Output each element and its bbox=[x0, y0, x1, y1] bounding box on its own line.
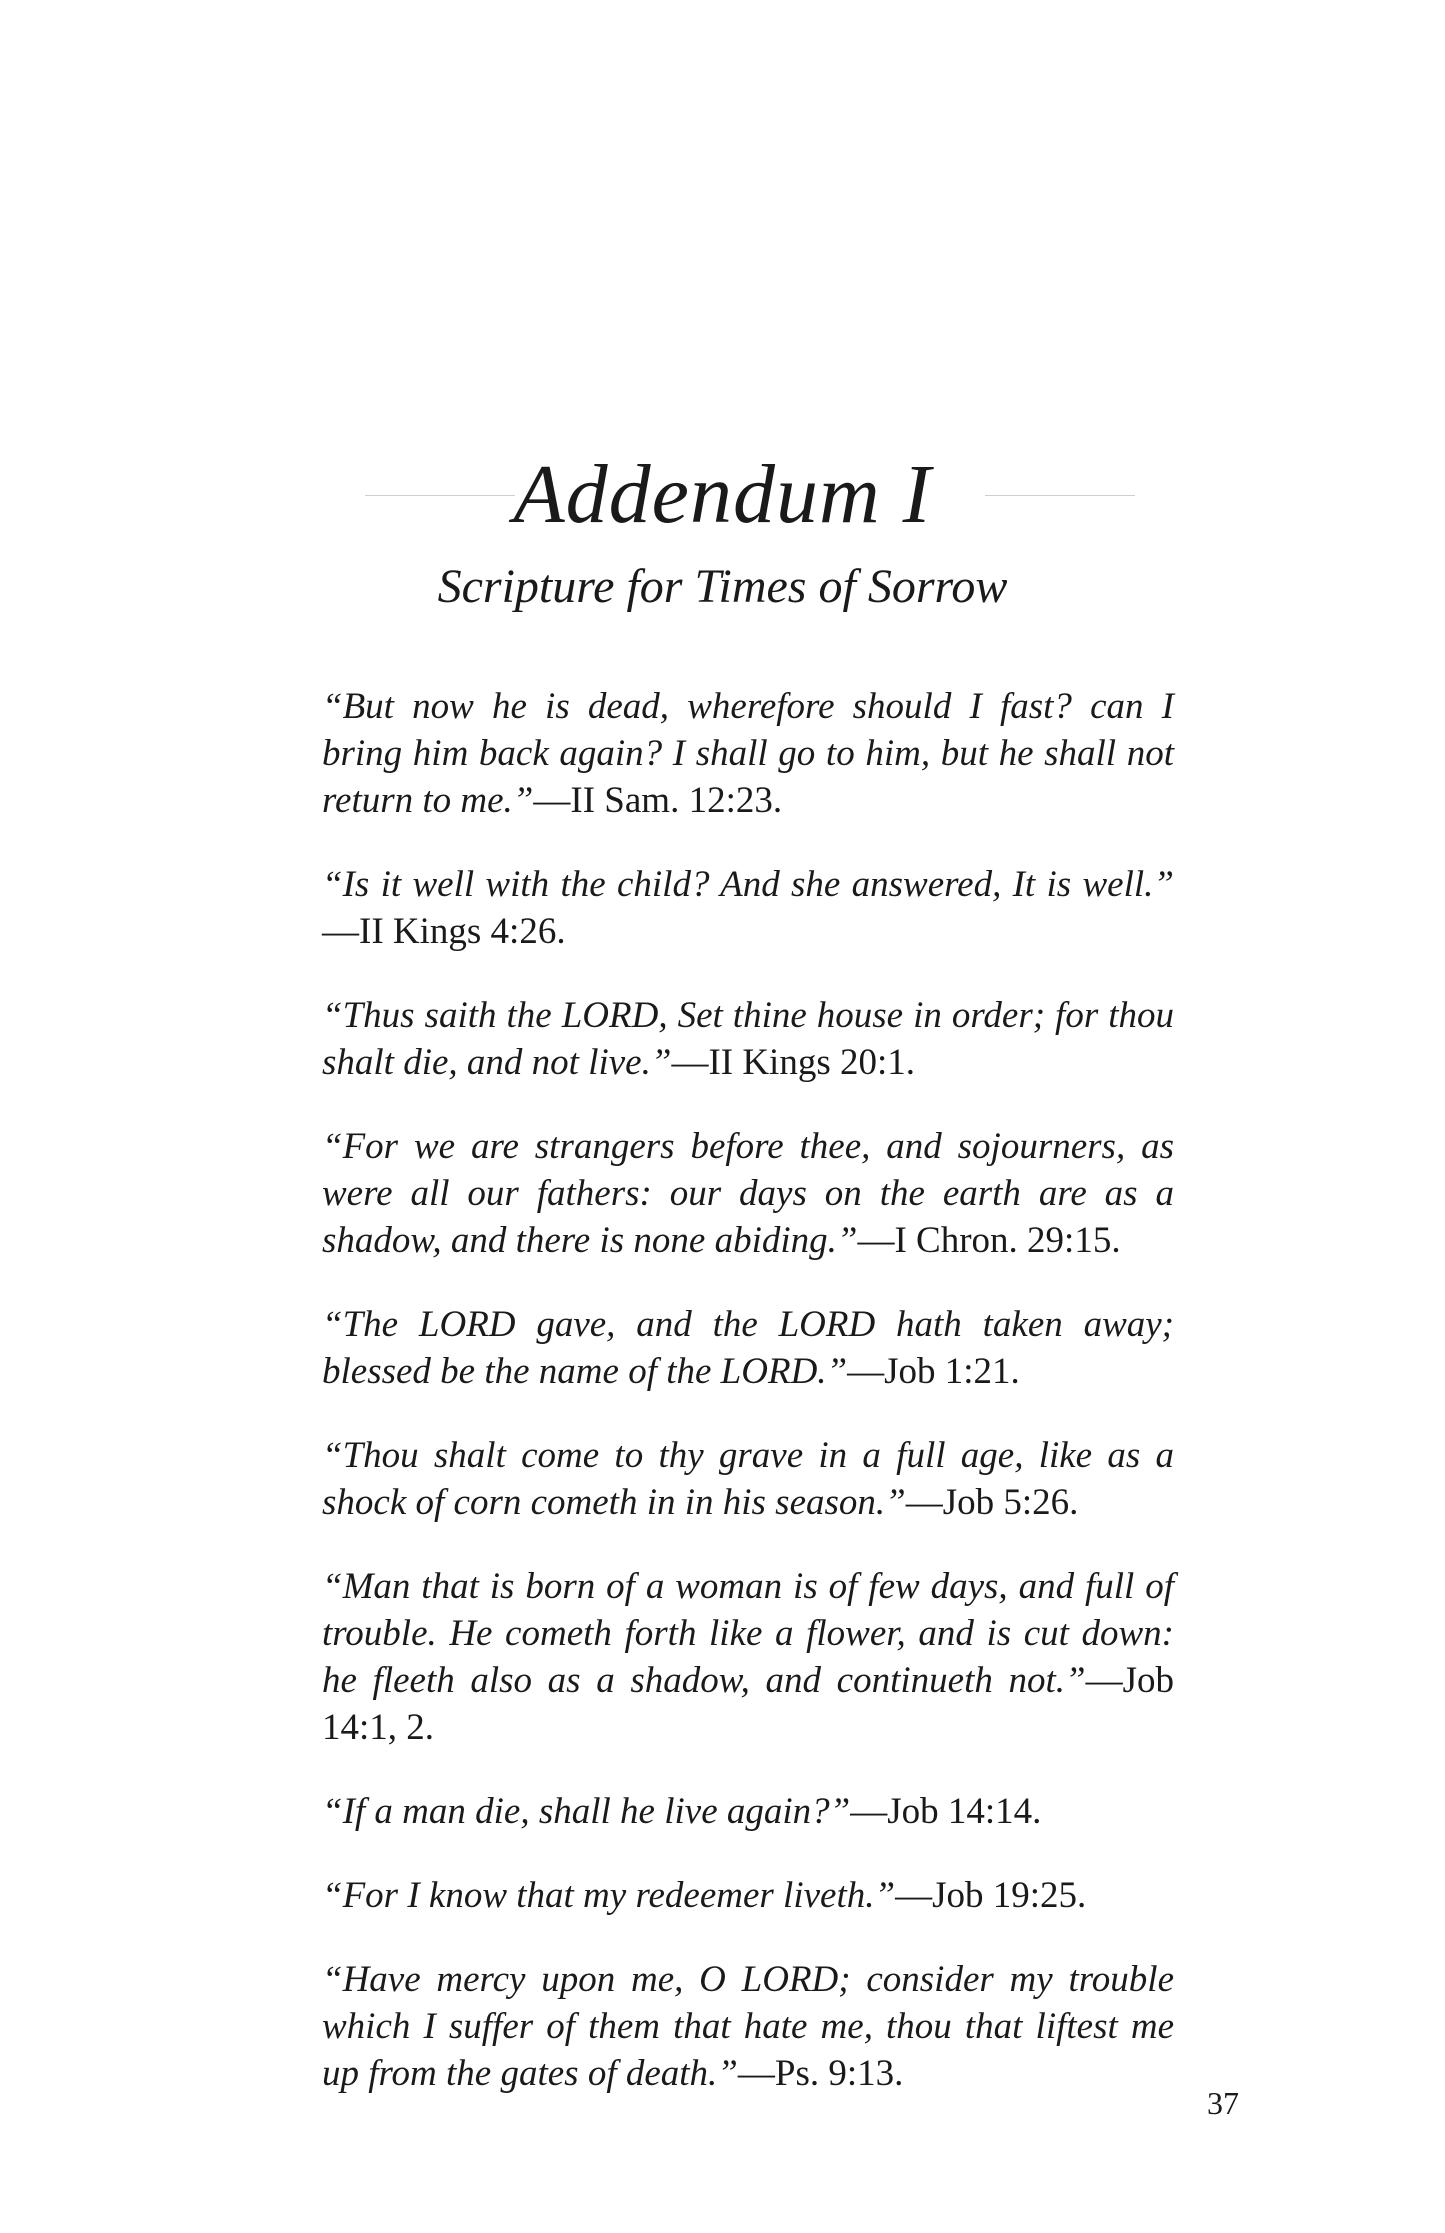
title-block bbox=[0, 448, 1445, 615]
verse-text: “The LORD gave, and the LORD hath taken away; blessed be the name of the LORD.” bbox=[322, 1304, 1174, 1392]
verse bbox=[322, 1788, 1174, 1835]
verse-text: “Is it well with the child? And she answered, It is well.” bbox=[322, 864, 1174, 905]
verse-reference: —II Kings 20:1. bbox=[671, 1042, 916, 1083]
verse-text: “But now he is dead, wherefore should I fast? can I bring him back again? I shall go to him, but he shall not return to me.” bbox=[322, 686, 1174, 821]
verse-reference: —Job 14:1, 2. bbox=[322, 1660, 1174, 1748]
verse bbox=[322, 992, 1174, 1086]
verse-reference: —I Chron. 29:15. bbox=[857, 1220, 1121, 1261]
verse-text: “If a man die, shall he live again?” bbox=[322, 1791, 851, 1832]
verse-reference: —Job 19:25. bbox=[895, 1875, 1087, 1916]
verse bbox=[322, 1432, 1174, 1526]
verse-text: “Man that is born of a woman is of few days, and full of trouble. He cometh forth like a flower, and is cut down: he fleeth also as a shadow, and continueth not.” bbox=[322, 1566, 1174, 1701]
verse-reference: —II Kings 4:26. bbox=[322, 911, 566, 952]
verse bbox=[322, 683, 1174, 824]
verse bbox=[322, 1563, 1174, 1751]
verse bbox=[322, 1301, 1174, 1395]
verse-text: “For I know that my redeemer liveth.” bbox=[322, 1875, 896, 1916]
verse-reference: —Job 14:14. bbox=[850, 1791, 1042, 1832]
verse bbox=[322, 1123, 1174, 1264]
page-subtitle: Scripture for Times of Sorrow bbox=[437, 560, 1008, 613]
title-row bbox=[0, 448, 1445, 541]
page-number: 37 bbox=[1207, 2085, 1239, 2121]
page-title: Addendum I bbox=[513, 448, 932, 541]
verse-text: “For we are strangers before thee, and sojourners, as were all our fathers: our days on the earth are as a shadow, and there is none abiding.” bbox=[322, 1126, 1174, 1261]
verse-reference: —Ps. 9:13. bbox=[737, 2053, 904, 2094]
verse bbox=[322, 1872, 1174, 1919]
verse-text: “Have mercy upon me, O LORD; consider my trouble which I suffer of them that hate me, thou that liftest me up from the gates of death.” bbox=[322, 1959, 1174, 2094]
verse-reference: —II Sam. 12:23. bbox=[533, 780, 783, 821]
verse-text: “Thou shalt come to thy grave in a full age, like as a shock of corn cometh in in his season.” bbox=[322, 1435, 1174, 1523]
verse-reference: —Job 1:21. bbox=[847, 1351, 1020, 1392]
verse bbox=[322, 1956, 1174, 2097]
verse-list bbox=[322, 683, 1174, 2134]
verse bbox=[322, 861, 1174, 955]
title-rule-right bbox=[985, 495, 1135, 496]
verse-reference: —Job 5:26. bbox=[905, 1482, 1079, 1523]
verse-text: “Thus saith the LORD, Set thine house in order; for thou shalt die, and not live.” bbox=[322, 995, 1174, 1083]
